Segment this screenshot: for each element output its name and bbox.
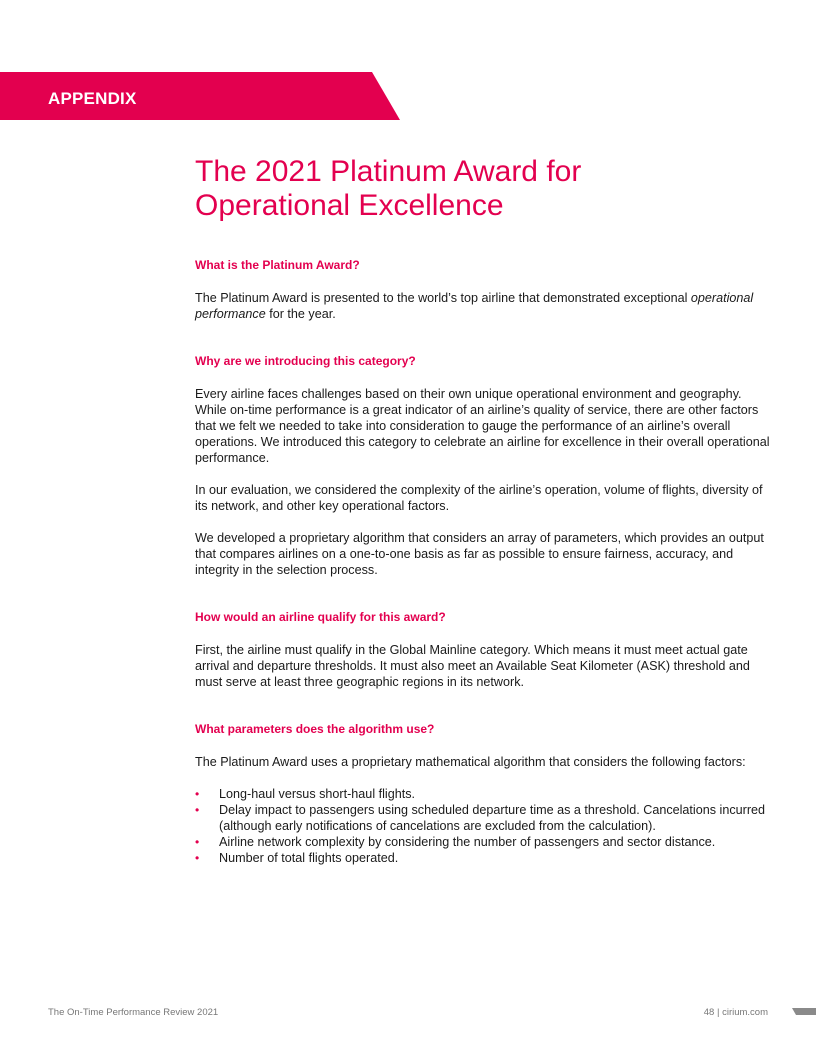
page-title-line-2: Operational Excellence	[195, 189, 504, 222]
main-content	[195, 155, 770, 866]
page-title	[195, 155, 770, 223]
list-item-text: Number of total flights operated.	[219, 851, 399, 865]
list-item	[195, 834, 770, 850]
section-paragraph	[195, 290, 770, 322]
section-heading-qualify: How would an airline qualify for this award?	[195, 610, 446, 624]
bullet-icon: •	[195, 851, 200, 865]
footer-tab-marker	[792, 1008, 816, 1015]
section-heading-parameters: What parameters does the algorithm use?	[195, 722, 435, 736]
bullet-icon: •	[195, 803, 200, 817]
bullet-icon: •	[195, 835, 200, 849]
list-item	[195, 786, 770, 802]
factors-list	[195, 786, 770, 866]
section-heading-why: Why are we introducing this category?	[195, 354, 416, 368]
section-paragraph: In our evaluation, we considered the complexity of the airline’s operation, volume of flights, diversity of its network, and other key operational factors.	[195, 483, 763, 513]
footer-publication-title: The On-Time Performance Review 2021	[48, 1007, 219, 1018]
list-item-text: Delay impact to passengers using scheduled departure time as a threshold. Cancelations incurred (although early notifications of cancelations are excluded from the calculation).	[219, 803, 766, 833]
section-paragraph: Every airline faces challenges based on their own unique operational environment and geography. While on-time performance is a great indicator of an airline’s quality of service, there are other factors that we felt we needed to take into consideration to gauge the performance of an airline’s overall operations. We introduced this category to celebrate an airline for excellence in their overall operational performance.	[195, 387, 770, 465]
footer-page-number: 48 | cirium.com	[703, 1007, 768, 1018]
list-item-text: Airline network complexity by considering the number of passengers and sector distance.	[219, 835, 716, 849]
list-item-text: Long-haul versus short-haul flights.	[219, 787, 416, 801]
section-paragraph: We developed a proprietary algorithm that considers an array of parameters, which provides an output that compares airlines on a one-to-one basis as far as possible to ensure fairness, accuracy, and integrity in the selection process.	[195, 531, 764, 577]
paragraph-text: for the year.	[265, 307, 336, 321]
appendix-label: APPENDIX	[48, 89, 137, 108]
paragraph-emphasis: operational performance	[195, 291, 754, 321]
page-title-line-1: The 2021 Platinum Award for	[195, 155, 582, 188]
section-paragraph: First, the airline must qualify in the Global Mainline category. Which means it must meet actual gate arrival and departure thresholds. It must also meet an Available Seat Kilometer (ASK) threshold and must serve at least three geographic regions in its network.	[195, 643, 750, 689]
section-heading-what-is: What is the Platinum Award?	[195, 258, 360, 272]
bullet-icon: •	[195, 787, 200, 801]
paragraph-text: The Platinum Award is presented to the world’s top airline that demonstrated exceptional	[195, 291, 691, 305]
list-item	[195, 802, 770, 834]
section-paragraph: The Platinum Award uses a proprietary mathematical algorithm that considers the following factors:	[195, 755, 746, 769]
list-item	[195, 850, 770, 866]
